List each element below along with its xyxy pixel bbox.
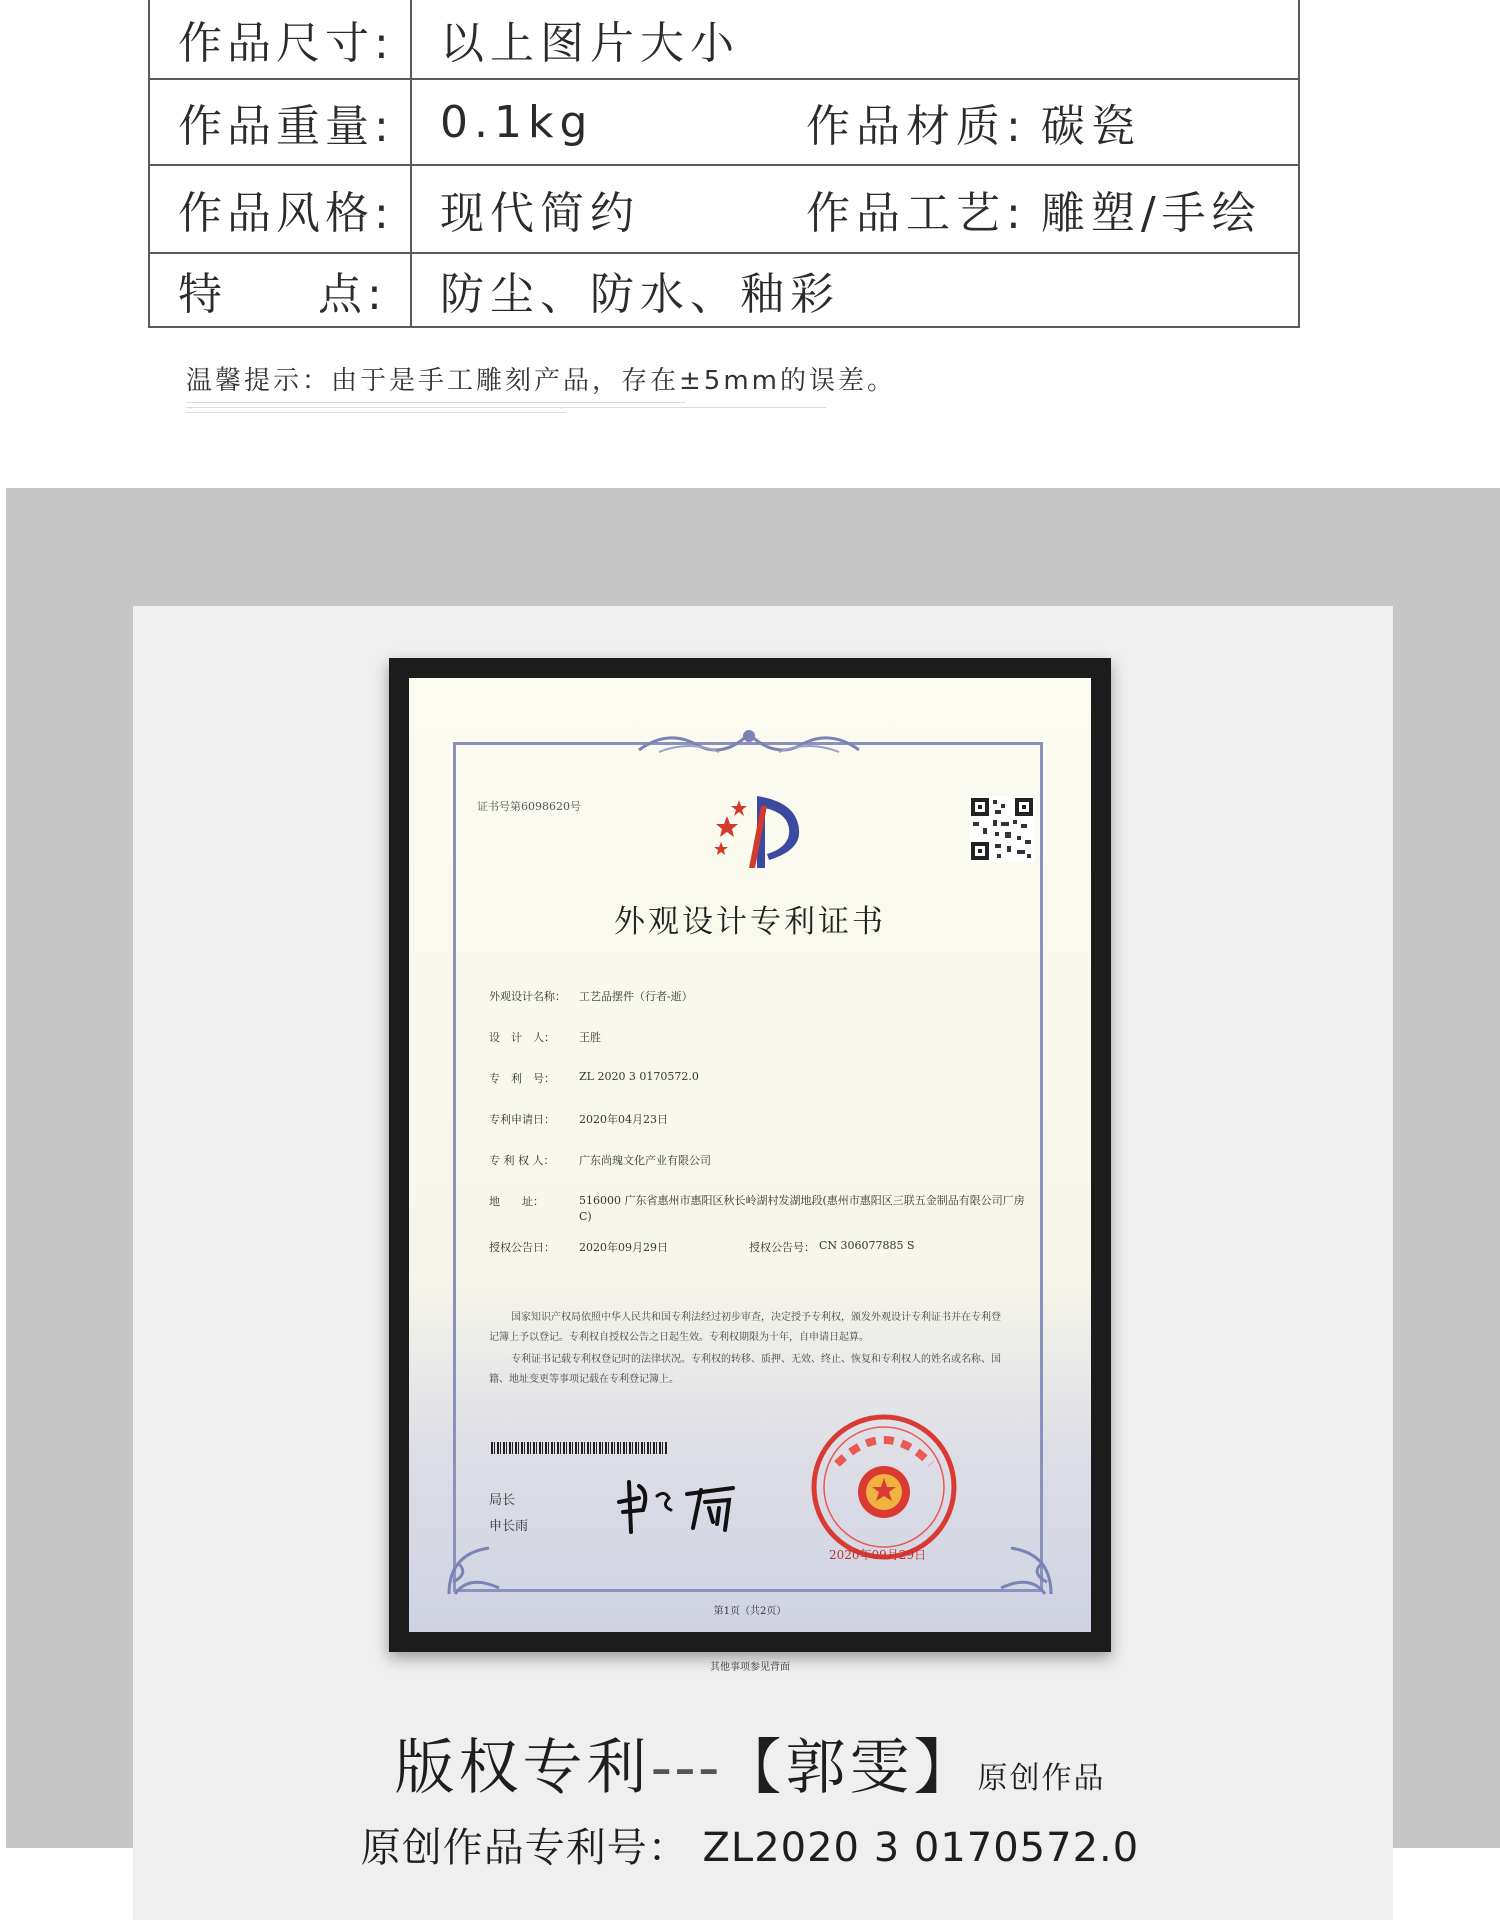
spec-label-secondary: 作品工艺: (806, 188, 1027, 239)
patent-office-logo-icon (709, 786, 809, 876)
caption-dashes: --- (650, 1733, 722, 1803)
ornament-corner-icon (439, 1534, 509, 1604)
spec-value: 0.1kg (440, 96, 594, 148)
field-row: 设 计 人： 王胜 (489, 1031, 601, 1044)
address-row: 地 址： 516000 广东省惠州市惠阳区秋长岭湖村发湖地段(惠州市惠阳区三联五金制品有限公司厂房C) (489, 1194, 1025, 1223)
spec-value: 以上图片大小 (411, 0, 1299, 79)
certificate-paper (409, 678, 1091, 1632)
spec-row (149, 253, 1299, 327)
certificate-frame (389, 658, 1111, 1673)
spec-value: 防尘、防水、釉彩 (411, 253, 1299, 327)
spec-label-secondary: 作品材质: (806, 101, 1027, 152)
certificate-number: 证书号第6098620号 (477, 800, 581, 813)
copyright-caption (0, 1720, 1500, 1806)
caption-original: 原创作品 (977, 1761, 1106, 1796)
spec-value-secondary: 碳瓷 (1040, 101, 1141, 152)
reverse-note: 其他事项参见背面 (710, 1662, 790, 1673)
ornament-corner-icon (991, 1534, 1061, 1604)
field-row: 专利申请日： 2020年04月23日 (489, 1113, 668, 1126)
spec-row (149, 79, 1299, 165)
spec-label: 特 点: (149, 253, 411, 327)
paragraph: 专利证书记载专利权登记时的法律状况。专利权的转移、质押、无效、终止、恢复和专利权人的姓名或名称、国籍、地址变更等事项记载在专利登记簿上。 (489, 1354, 1001, 1385)
seal-date: 2020年09月29日 (829, 1548, 927, 1562)
patent-number-caption: 原创作品专利号： ZL2020 3 0170572.0 (360, 1825, 1140, 1871)
paragraph: 国家知识产权局依照中华人民共和国专利法经过初步审查，决定授予专利权，颁发外观设计专利证书并在专利登记簿上予以登记。专利权自授权公告之日起生效。专利权期限为十年，自申请日起算。 (489, 1312, 1001, 1343)
page-number: 第1页（共2页） (713, 1606, 787, 1617)
spec-table (148, 0, 1300, 328)
barcode-icon (491, 1442, 667, 1454)
signature-icon (609, 1472, 749, 1542)
certificate-title: 外观设计专利证书 (614, 904, 886, 940)
certificate-fields (489, 988, 1029, 1271)
caption-main: 版权专利 (394, 1733, 651, 1803)
spec-label: 作品尺寸: (149, 0, 411, 79)
director-title: 局长 (489, 1493, 516, 1508)
qr-code-icon (969, 796, 1035, 862)
director-name: 申长雨 (489, 1519, 529, 1534)
spec-value-secondary: 雕塑/手绘 (1040, 188, 1262, 239)
official-seal-icon (809, 1412, 959, 1562)
spec-label: 作品重量: (149, 79, 411, 165)
tip-note: 温馨提示：由于是手工雕刻产品，存在±5mm的误差。 (186, 366, 896, 396)
caption-author: 【郭雯】 (721, 1733, 978, 1803)
spec-label: 作品风格: (149, 165, 411, 253)
spec-value: 现代简约 (440, 188, 640, 239)
grant-row: 授权公告日： 2020年09月29日 授权公告号： CN 306077885 S (489, 1239, 915, 1254)
field-row: 专 利 号： ZL 2020 3 0170572.0 (489, 1070, 699, 1085)
ornament-top-icon (629, 722, 869, 762)
field-row: 外观设计名称： 工艺品摆件（行者-逝） (489, 990, 693, 1003)
note-underlines (186, 402, 826, 417)
field-row: 专 利 权 人： 广东尚瑰文化产业有限公司 (489, 1154, 711, 1167)
spec-row (149, 0, 1299, 79)
director-block (489, 1488, 528, 1540)
spec-row (149, 165, 1299, 253)
certificate-paragraphs (489, 1308, 1009, 1392)
